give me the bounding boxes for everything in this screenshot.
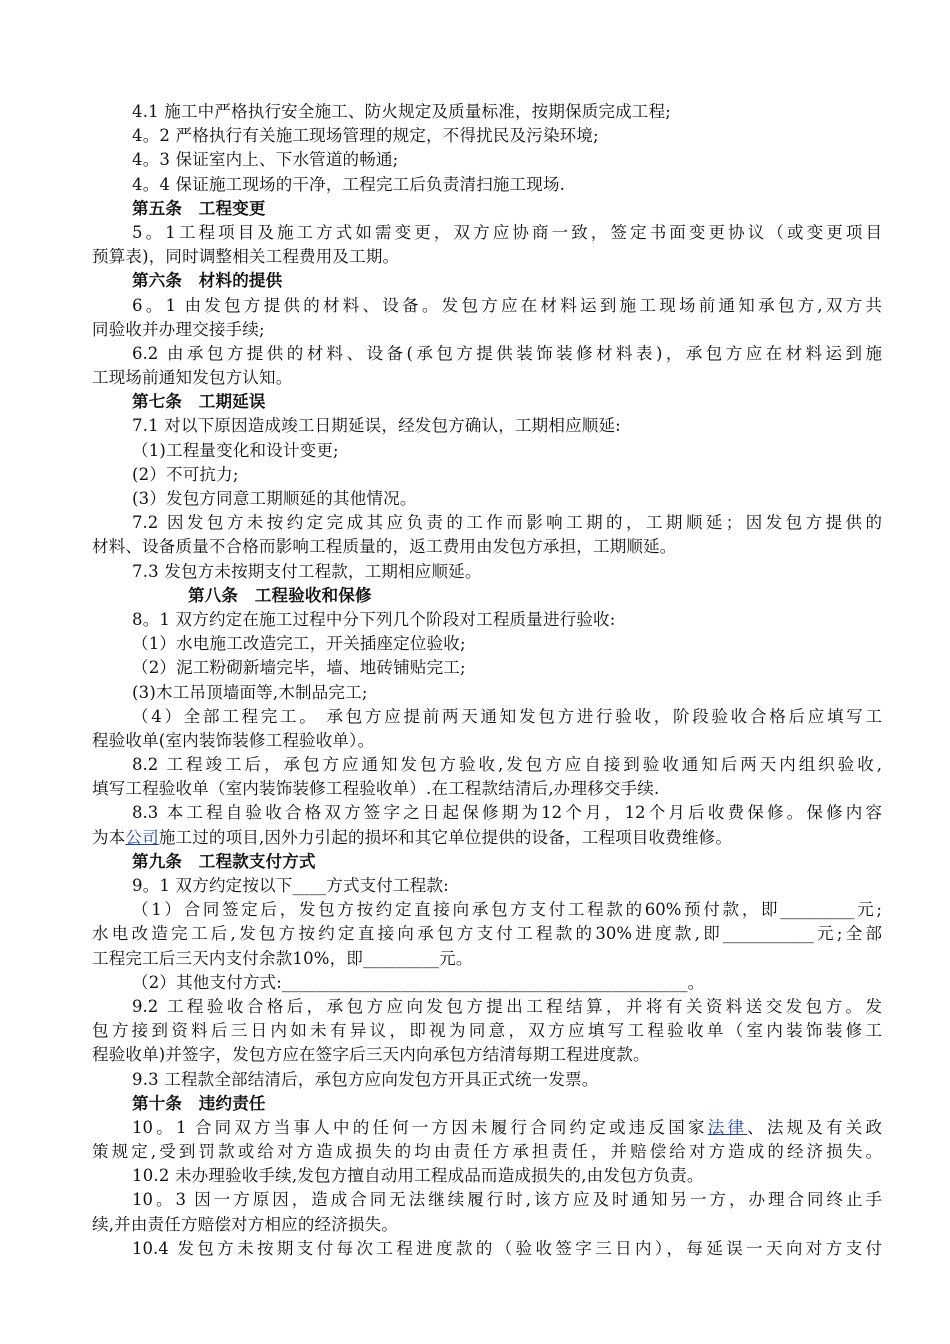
section-heading: 第六条 材料的提供: [132, 271, 283, 291]
text-line: 策规定,受到罚款或给对方造成损失的均由责任方承担责任，并赔偿给对方造成的经济损失。: [92, 1142, 882, 1162]
text-line: （1）水电施工改造完工，开关插座定位验收;: [132, 634, 466, 654]
text-line: （1)工程量变化和设计变更;: [132, 440, 339, 460]
text-line: 4。2 严格执行有关施工现场管理的规定，不得扰民及污染环境;: [132, 126, 599, 146]
text-line: 工程完工后三天内支付余款10%，即_________元。: [92, 948, 473, 968]
text-line: 8。1 双方约定在施工过程中分下列几个阶段对工程质量进行验收:: [132, 609, 616, 629]
hyperlink[interactable]: 法律: [707, 1117, 748, 1137]
text-line: 10.2 未办理验收手续,发包方擅自动用工程成品而造成损失的,由发包方负责。: [132, 1166, 704, 1186]
text-line: 7.3 发包方未按期支付工程款，工期相应顺延。: [132, 561, 482, 581]
text-line: (3)木工吊顶墙面等,木制品完工;: [132, 682, 368, 702]
text-line: 4。4 保证施工现场的干净，工程完工后负责清扫施工现场.: [132, 174, 566, 194]
text-line: 10。3 因一方原因，造成合同无法继续履行时,该方应及时通知另一方，办理合同终止手: [132, 1190, 882, 1210]
text-line: 10.4 发包方未按期支付每次工程进度款的（验收签字三日内），每延误一天向对方支付: [132, 1238, 882, 1258]
text-segment: 、法规及有关政: [747, 1117, 882, 1137]
text-line: 填写工程验收单（室内装饰装修工程验收单）.在工程款结清后,办理移交手续.: [92, 779, 660, 799]
section-heading: 第十条 违约责任: [132, 1093, 266, 1113]
text-line: 9.2 工程验收合格后，承包方应向发包方提出工程结算，并将有关资料送交发包方。发: [132, 996, 882, 1016]
text-line: 4。3 保证室内上、下水管道的畅通;: [132, 150, 399, 170]
text-line: 8.2 工程竣工后，承包方应通知发包方验收,发包方应自接到验收通知后两天内组织验收,: [132, 755, 882, 775]
text-line: [92, 826, 882, 850]
text-segment: 施工过的项目,因外力引起的损坏和其它单位提供的设备，工程项目收费维修。: [158, 827, 733, 847]
text-line: 7.2 因发包方未按约定完成其应负责的工作而影响工期的，工期顺延；因发包方提供的: [132, 513, 882, 533]
text-line: 水电改造完工后,发包方按约定直接向承包方支付工程款的30%进度款,即___________元;全部: [92, 924, 882, 944]
text-line: （4）全部工程完工。 承包方应提前两天通知发包方进行验收，阶段验收合格后应填写工: [132, 706, 882, 726]
text-line: 4.1 施工中严格执行安全施工、防火规定及质量标准，按期保质完成工程;: [132, 102, 672, 121]
section-heading: 第五条 工程变更: [132, 198, 266, 218]
text-line: (2）不可抗力;: [132, 464, 239, 484]
document-page: [92, 100, 882, 1261]
section-heading: 第七条 工期延误: [132, 392, 266, 412]
text-segment: 10。1 合同双方当事人中的任何一方因未履行合同约定或违反国家: [132, 1117, 708, 1137]
text-line: 预算表)，同时调整相关工程费用及工期。: [92, 247, 400, 267]
section-heading: 第八条 工程验收和保修: [188, 585, 372, 605]
text-line: 工现场前通知发包方认知。: [92, 368, 293, 388]
text-line: 6。1 由发包方提供的材料、设备。发包方应在材料运到施工现场前通知承包方,双方共: [132, 295, 882, 315]
text-line: 包方接到资料后三日内如未有异议，即视为同意，双方应填写工程验收单（室内装饰装修工: [92, 1021, 882, 1041]
text-line: 程验收单)并签字，发包方应在签字后三天内向承包方结清每期工程进度款。: [92, 1045, 650, 1065]
text-line: 7.1 对以下原因造成竣工日期延误，经发包方确认，工期相应顺延:: [132, 416, 621, 436]
text-line: 同验收并办理交接手续;: [92, 319, 265, 339]
text-segment: 为本: [92, 827, 126, 847]
text-line: [92, 1116, 882, 1140]
text-line: 9.3 工程款全部结清后，承包方应向发包方开具正式统一发票。: [132, 1069, 599, 1089]
text-line: 续,并由责任方赔偿对方相应的经济损失。: [92, 1214, 399, 1234]
text-line: 6.2 由承包方提供的材料、设备(承包方提供装饰装修材料表)，承包方应在材料运到施: [132, 343, 882, 363]
text-line: （2）泥工粉砌新墙完毕，墙、地砖铺贴完工;: [132, 658, 466, 678]
text-line: 材料、设备质量不合格而影响工程质量的，返工费用由发包方承担，工期顺延。: [92, 537, 677, 557]
text-line: （1）合同签定后，发包方按约定直接向承包方支付工程款的60%预付款，即_________元;: [132, 900, 882, 920]
text-line: 程验收单(室内装饰装修工程验收单）。: [92, 730, 375, 750]
hyperlink[interactable]: 公司: [125, 827, 159, 847]
text-line: （2）其他支付方式:________________________________________________。: [132, 972, 705, 992]
text-line: (3）发包方同意工期顺延的其他情况。: [132, 489, 417, 508]
text-line: 5。1工程项目及施工方式如需变更，双方应协商一致，签定书面变更协议（或变更项目: [132, 222, 882, 242]
text-line: 9。1 双方约定按以下____方式支付工程款:: [132, 876, 449, 895]
text-line: 8.3 本工程自验收合格双方签字之日起保修期为12个月，12个月后收费保修。保修内容: [132, 803, 882, 823]
section-heading: 第九条 工程款支付方式: [132, 851, 316, 871]
